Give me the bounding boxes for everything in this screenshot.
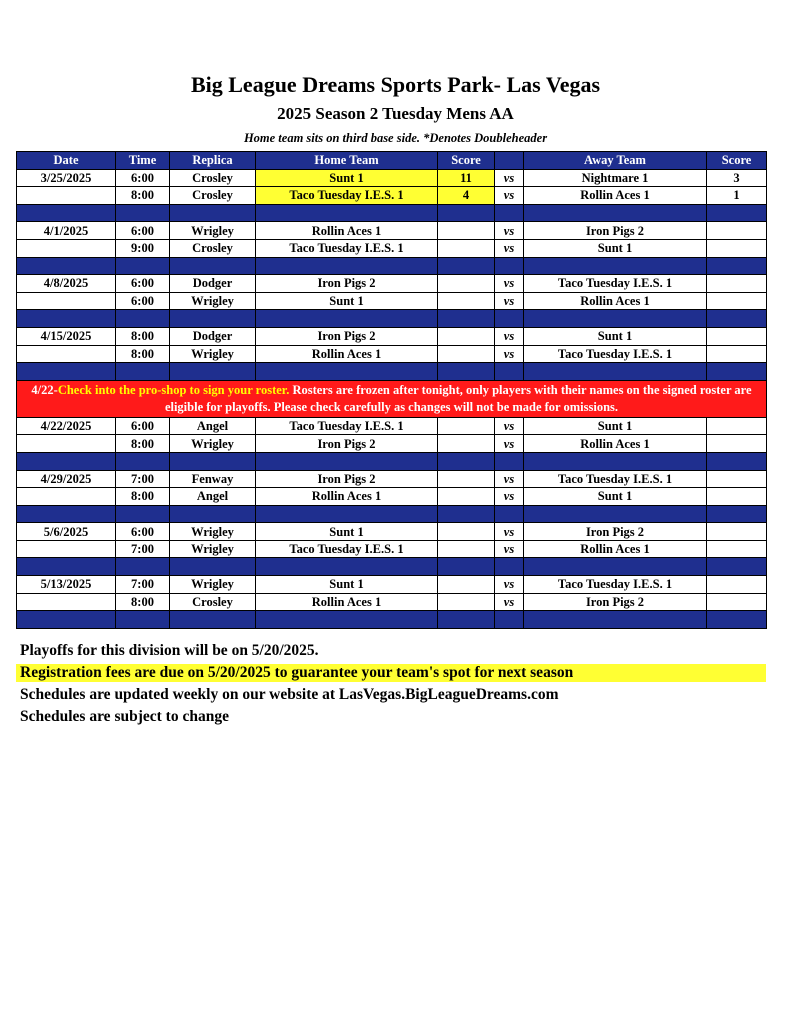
separator-cell — [495, 558, 524, 576]
game-time: 8:00 — [116, 435, 170, 453]
vs-label: vs — [495, 345, 524, 363]
separator-cell — [17, 257, 116, 275]
home-score — [438, 275, 495, 293]
table-row — [17, 488, 767, 506]
separator-cell — [438, 611, 495, 629]
separator-cell — [256, 505, 438, 523]
week-separator-row — [17, 505, 767, 523]
game-field: Angel — [170, 488, 256, 506]
away-score — [707, 540, 767, 558]
separator-cell — [116, 558, 170, 576]
separator-cell — [170, 204, 256, 222]
home-team: Iron Pigs 2 — [256, 470, 438, 488]
schedule-table — [16, 151, 767, 629]
separator-cell — [256, 452, 438, 470]
home-score — [438, 345, 495, 363]
separator-cell — [170, 611, 256, 629]
home-team: Sunt 1 — [256, 523, 438, 541]
separator-cell — [524, 452, 707, 470]
home-score — [438, 470, 495, 488]
home-team: Iron Pigs 2 — [256, 435, 438, 453]
away-score — [707, 345, 767, 363]
separator-cell — [524, 204, 707, 222]
game-field: Wrigley — [170, 576, 256, 594]
col-header-vs — [495, 152, 524, 170]
table-row — [17, 540, 767, 558]
separator-cell — [170, 257, 256, 275]
game-date: 4/1/2025 — [17, 222, 116, 240]
col-header-replica: Replica — [170, 152, 256, 170]
game-time: 8:00 — [116, 187, 170, 205]
separator-cell — [707, 558, 767, 576]
game-date — [17, 593, 116, 611]
game-field: Crosley — [170, 169, 256, 187]
game-field: Angel — [170, 417, 256, 435]
separator-cell — [438, 558, 495, 576]
separator-cell — [707, 257, 767, 275]
home-team: Rollin Aces 1 — [256, 488, 438, 506]
vs-label: vs — [495, 435, 524, 453]
away-team: Rollin Aces 1 — [524, 435, 707, 453]
separator-cell — [495, 257, 524, 275]
game-time: 8:00 — [116, 327, 170, 345]
game-time: 8:00 — [116, 488, 170, 506]
home-team: Rollin Aces 1 — [256, 593, 438, 611]
home-team: Taco Tuesday I.E.S. 1 — [256, 540, 438, 558]
separator-cell — [707, 204, 767, 222]
home-score — [438, 540, 495, 558]
col-header-away-team: Away Team — [524, 152, 707, 170]
separator-cell — [495, 452, 524, 470]
separator-cell — [116, 611, 170, 629]
page-title: Big League Dreams Sports Park- Las Vegas — [190, 72, 601, 97]
separator-cell — [495, 611, 524, 629]
subject-note: Schedules are subject to change — [20, 708, 229, 725]
game-time: 9:00 — [116, 239, 170, 257]
roster-notice-part-3: Rosters are frozen after tonight, only players with their names on the signed roster are eligible for playoffs. Please check carefully as changes will not be made for omissions. — [164, 382, 752, 414]
game-date: 5/13/2025 — [17, 576, 116, 594]
home-team: Sunt 1 — [256, 576, 438, 594]
vs-label: vs — [495, 187, 524, 205]
table-row — [17, 523, 767, 541]
separator-cell — [438, 363, 495, 381]
separator-cell — [438, 310, 495, 328]
away-score — [707, 417, 767, 435]
game-time: 7:00 — [116, 470, 170, 488]
registration-note: Registration fees are due on 5/20/2025 to guarantee your team's spot for next season — [16, 664, 766, 682]
away-score — [707, 435, 767, 453]
away-team: Taco Tuesday I.E.S. 1 — [524, 275, 707, 293]
away-team: Sunt 1 — [524, 417, 707, 435]
game-date: 3/25/2025 — [17, 169, 116, 187]
game-date: 4/8/2025 — [17, 275, 116, 293]
separator-cell — [17, 452, 116, 470]
separator-cell — [707, 611, 767, 629]
separator-cell — [438, 257, 495, 275]
separator-cell — [495, 505, 524, 523]
separator-cell — [17, 558, 116, 576]
game-field: Fenway — [170, 470, 256, 488]
separator-cell — [495, 310, 524, 328]
away-team: Sunt 1 — [524, 488, 707, 506]
home-team: Rollin Aces 1 — [256, 222, 438, 240]
game-time: 7:00 — [116, 540, 170, 558]
away-score — [707, 576, 767, 594]
home-score — [438, 488, 495, 506]
vs-label: vs — [495, 576, 524, 594]
vs-label: vs — [495, 327, 524, 345]
website-note: Schedules are updated weekly on our website at LasVegas.BigLeagueDreams.com — [20, 686, 559, 703]
roster-notice-row — [17, 380, 767, 417]
home-team: Sunt 1 — [256, 292, 438, 310]
vs-label: vs — [495, 222, 524, 240]
table-row — [17, 576, 767, 594]
separator-cell — [170, 505, 256, 523]
home-team: Sunt 1 — [256, 169, 438, 187]
separator-cell — [256, 204, 438, 222]
table-row — [17, 169, 767, 187]
game-date: 4/15/2025 — [17, 327, 116, 345]
game-field: Crosley — [170, 187, 256, 205]
game-time: 6:00 — [116, 523, 170, 541]
away-score — [707, 488, 767, 506]
game-field: Wrigley — [170, 435, 256, 453]
game-field: Dodger — [170, 327, 256, 345]
game-field: Crosley — [170, 593, 256, 611]
game-date — [17, 292, 116, 310]
separator-cell — [116, 452, 170, 470]
schedule-body — [17, 169, 767, 628]
away-team: Rollin Aces 1 — [524, 187, 707, 205]
away-team: Iron Pigs 2 — [524, 523, 707, 541]
game-time: 6:00 — [116, 169, 170, 187]
game-date — [17, 488, 116, 506]
col-header-date: Date — [17, 152, 116, 170]
game-field: Wrigley — [170, 345, 256, 363]
roster-notice-part-1: 4/22- — [31, 382, 58, 397]
game-date — [17, 345, 116, 363]
home-team: Iron Pigs 2 — [256, 275, 438, 293]
col-header-away-score: Score — [707, 152, 767, 170]
home-team: Taco Tuesday I.E.S. 1 — [256, 417, 438, 435]
separator-cell — [170, 452, 256, 470]
game-date: 4/29/2025 — [17, 470, 116, 488]
table-row — [17, 275, 767, 293]
table-row — [17, 417, 767, 435]
separator-cell — [116, 257, 170, 275]
week-separator-row — [17, 257, 767, 275]
home-score — [438, 523, 495, 541]
separator-cell — [256, 310, 438, 328]
table-row — [17, 345, 767, 363]
separator-cell — [495, 363, 524, 381]
away-team: Iron Pigs 2 — [524, 222, 707, 240]
away-team: Nightmare 1 — [524, 169, 707, 187]
vs-label: vs — [495, 470, 524, 488]
away-score — [707, 275, 767, 293]
vs-label: vs — [495, 488, 524, 506]
week-separator-row — [17, 558, 767, 576]
away-score — [707, 593, 767, 611]
game-field: Wrigley — [170, 222, 256, 240]
away-team: Rollin Aces 1 — [524, 540, 707, 558]
vs-label: vs — [495, 593, 524, 611]
away-team: Rollin Aces 1 — [524, 292, 707, 310]
away-team: Sunt 1 — [524, 239, 707, 257]
col-header-home-score: Score — [438, 152, 495, 170]
separator-cell — [495, 204, 524, 222]
separator-cell — [170, 558, 256, 576]
away-team: Sunt 1 — [524, 327, 707, 345]
vs-label: vs — [495, 523, 524, 541]
separator-cell — [116, 363, 170, 381]
away-score: 3 — [707, 169, 767, 187]
game-date — [17, 187, 116, 205]
away-score — [707, 327, 767, 345]
table-header-row — [17, 152, 767, 170]
separator-cell — [707, 363, 767, 381]
away-score — [707, 470, 767, 488]
away-score — [707, 239, 767, 257]
game-date — [17, 540, 116, 558]
week-separator-row — [17, 204, 767, 222]
separator-cell — [524, 611, 707, 629]
home-team-note: Home team sits on third base side. *Denotes Doubleheader — [243, 131, 548, 145]
home-score — [438, 435, 495, 453]
separator-cell — [438, 505, 495, 523]
away-score — [707, 292, 767, 310]
separator-cell — [256, 363, 438, 381]
vs-label: vs — [495, 540, 524, 558]
game-date: 4/22/2025 — [17, 417, 116, 435]
game-time: 8:00 — [116, 593, 170, 611]
away-score — [707, 222, 767, 240]
week-separator-row — [17, 452, 767, 470]
separator-cell — [17, 204, 116, 222]
separator-cell — [524, 257, 707, 275]
separator-cell — [707, 310, 767, 328]
game-field: Crosley — [170, 239, 256, 257]
game-time: 6:00 — [116, 275, 170, 293]
home-score: 4 — [438, 187, 495, 205]
table-row — [17, 593, 767, 611]
home-score — [438, 239, 495, 257]
separator-cell — [116, 505, 170, 523]
separator-cell — [438, 204, 495, 222]
home-team: Taco Tuesday I.E.S. 1 — [256, 187, 438, 205]
separator-cell — [524, 505, 707, 523]
home-score — [438, 593, 495, 611]
roster-notice-part-2: Check into the pro-shop to sign your roster. — [57, 382, 290, 397]
table-row — [17, 435, 767, 453]
away-score: 1 — [707, 187, 767, 205]
table-row — [17, 470, 767, 488]
week-separator-row — [17, 611, 767, 629]
vs-label: vs — [495, 292, 524, 310]
separator-cell — [116, 310, 170, 328]
game-field: Dodger — [170, 275, 256, 293]
home-score — [438, 327, 495, 345]
playoffs-note: Playoffs for this division will be on 5/20/2025. — [20, 642, 319, 659]
table-row — [17, 327, 767, 345]
away-team: Taco Tuesday I.E.S. 1 — [524, 345, 707, 363]
home-score — [438, 576, 495, 594]
game-time: 8:00 — [116, 345, 170, 363]
col-header-time: Time — [116, 152, 170, 170]
separator-cell — [707, 505, 767, 523]
home-team: Taco Tuesday I.E.S. 1 — [256, 239, 438, 257]
game-date — [17, 435, 116, 453]
week-separator-row — [17, 310, 767, 328]
away-team: Taco Tuesday I.E.S. 1 — [524, 576, 707, 594]
home-score — [438, 417, 495, 435]
table-row — [17, 292, 767, 310]
table-row — [17, 187, 767, 205]
separator-cell — [170, 310, 256, 328]
vs-label: vs — [495, 239, 524, 257]
home-score — [438, 222, 495, 240]
home-score — [438, 292, 495, 310]
separator-cell — [256, 611, 438, 629]
vs-label: vs — [495, 275, 524, 293]
game-time: 6:00 — [116, 222, 170, 240]
season-subtitle: 2025 Season 2 Tuesday Mens AA — [277, 104, 514, 123]
home-team: Rollin Aces 1 — [256, 345, 438, 363]
table-row — [17, 239, 767, 257]
game-field: Wrigley — [170, 523, 256, 541]
separator-cell — [524, 310, 707, 328]
game-field: Wrigley — [170, 540, 256, 558]
separator-cell — [17, 310, 116, 328]
game-time: 6:00 — [116, 292, 170, 310]
week-separator-row — [17, 363, 767, 381]
separator-cell — [170, 363, 256, 381]
separator-cell — [17, 505, 116, 523]
table-row — [17, 222, 767, 240]
game-date: 5/6/2025 — [17, 523, 116, 541]
game-field: Wrigley — [170, 292, 256, 310]
separator-cell — [116, 204, 170, 222]
separator-cell — [17, 611, 116, 629]
away-team: Taco Tuesday I.E.S. 1 — [524, 470, 707, 488]
separator-cell — [707, 452, 767, 470]
separator-cell — [256, 257, 438, 275]
vs-label: vs — [495, 417, 524, 435]
game-date — [17, 239, 116, 257]
separator-cell — [438, 452, 495, 470]
game-time: 7:00 — [116, 576, 170, 594]
separator-cell — [524, 363, 707, 381]
col-header-home-team: Home Team — [256, 152, 438, 170]
separator-cell — [17, 363, 116, 381]
home-team: Iron Pigs 2 — [256, 327, 438, 345]
home-score: 11 — [438, 169, 495, 187]
roster-notice — [17, 380, 767, 417]
away-team: Iron Pigs 2 — [524, 593, 707, 611]
separator-cell — [256, 558, 438, 576]
game-time: 6:00 — [116, 417, 170, 435]
away-score — [707, 523, 767, 541]
vs-label: vs — [495, 169, 524, 187]
separator-cell — [524, 558, 707, 576]
